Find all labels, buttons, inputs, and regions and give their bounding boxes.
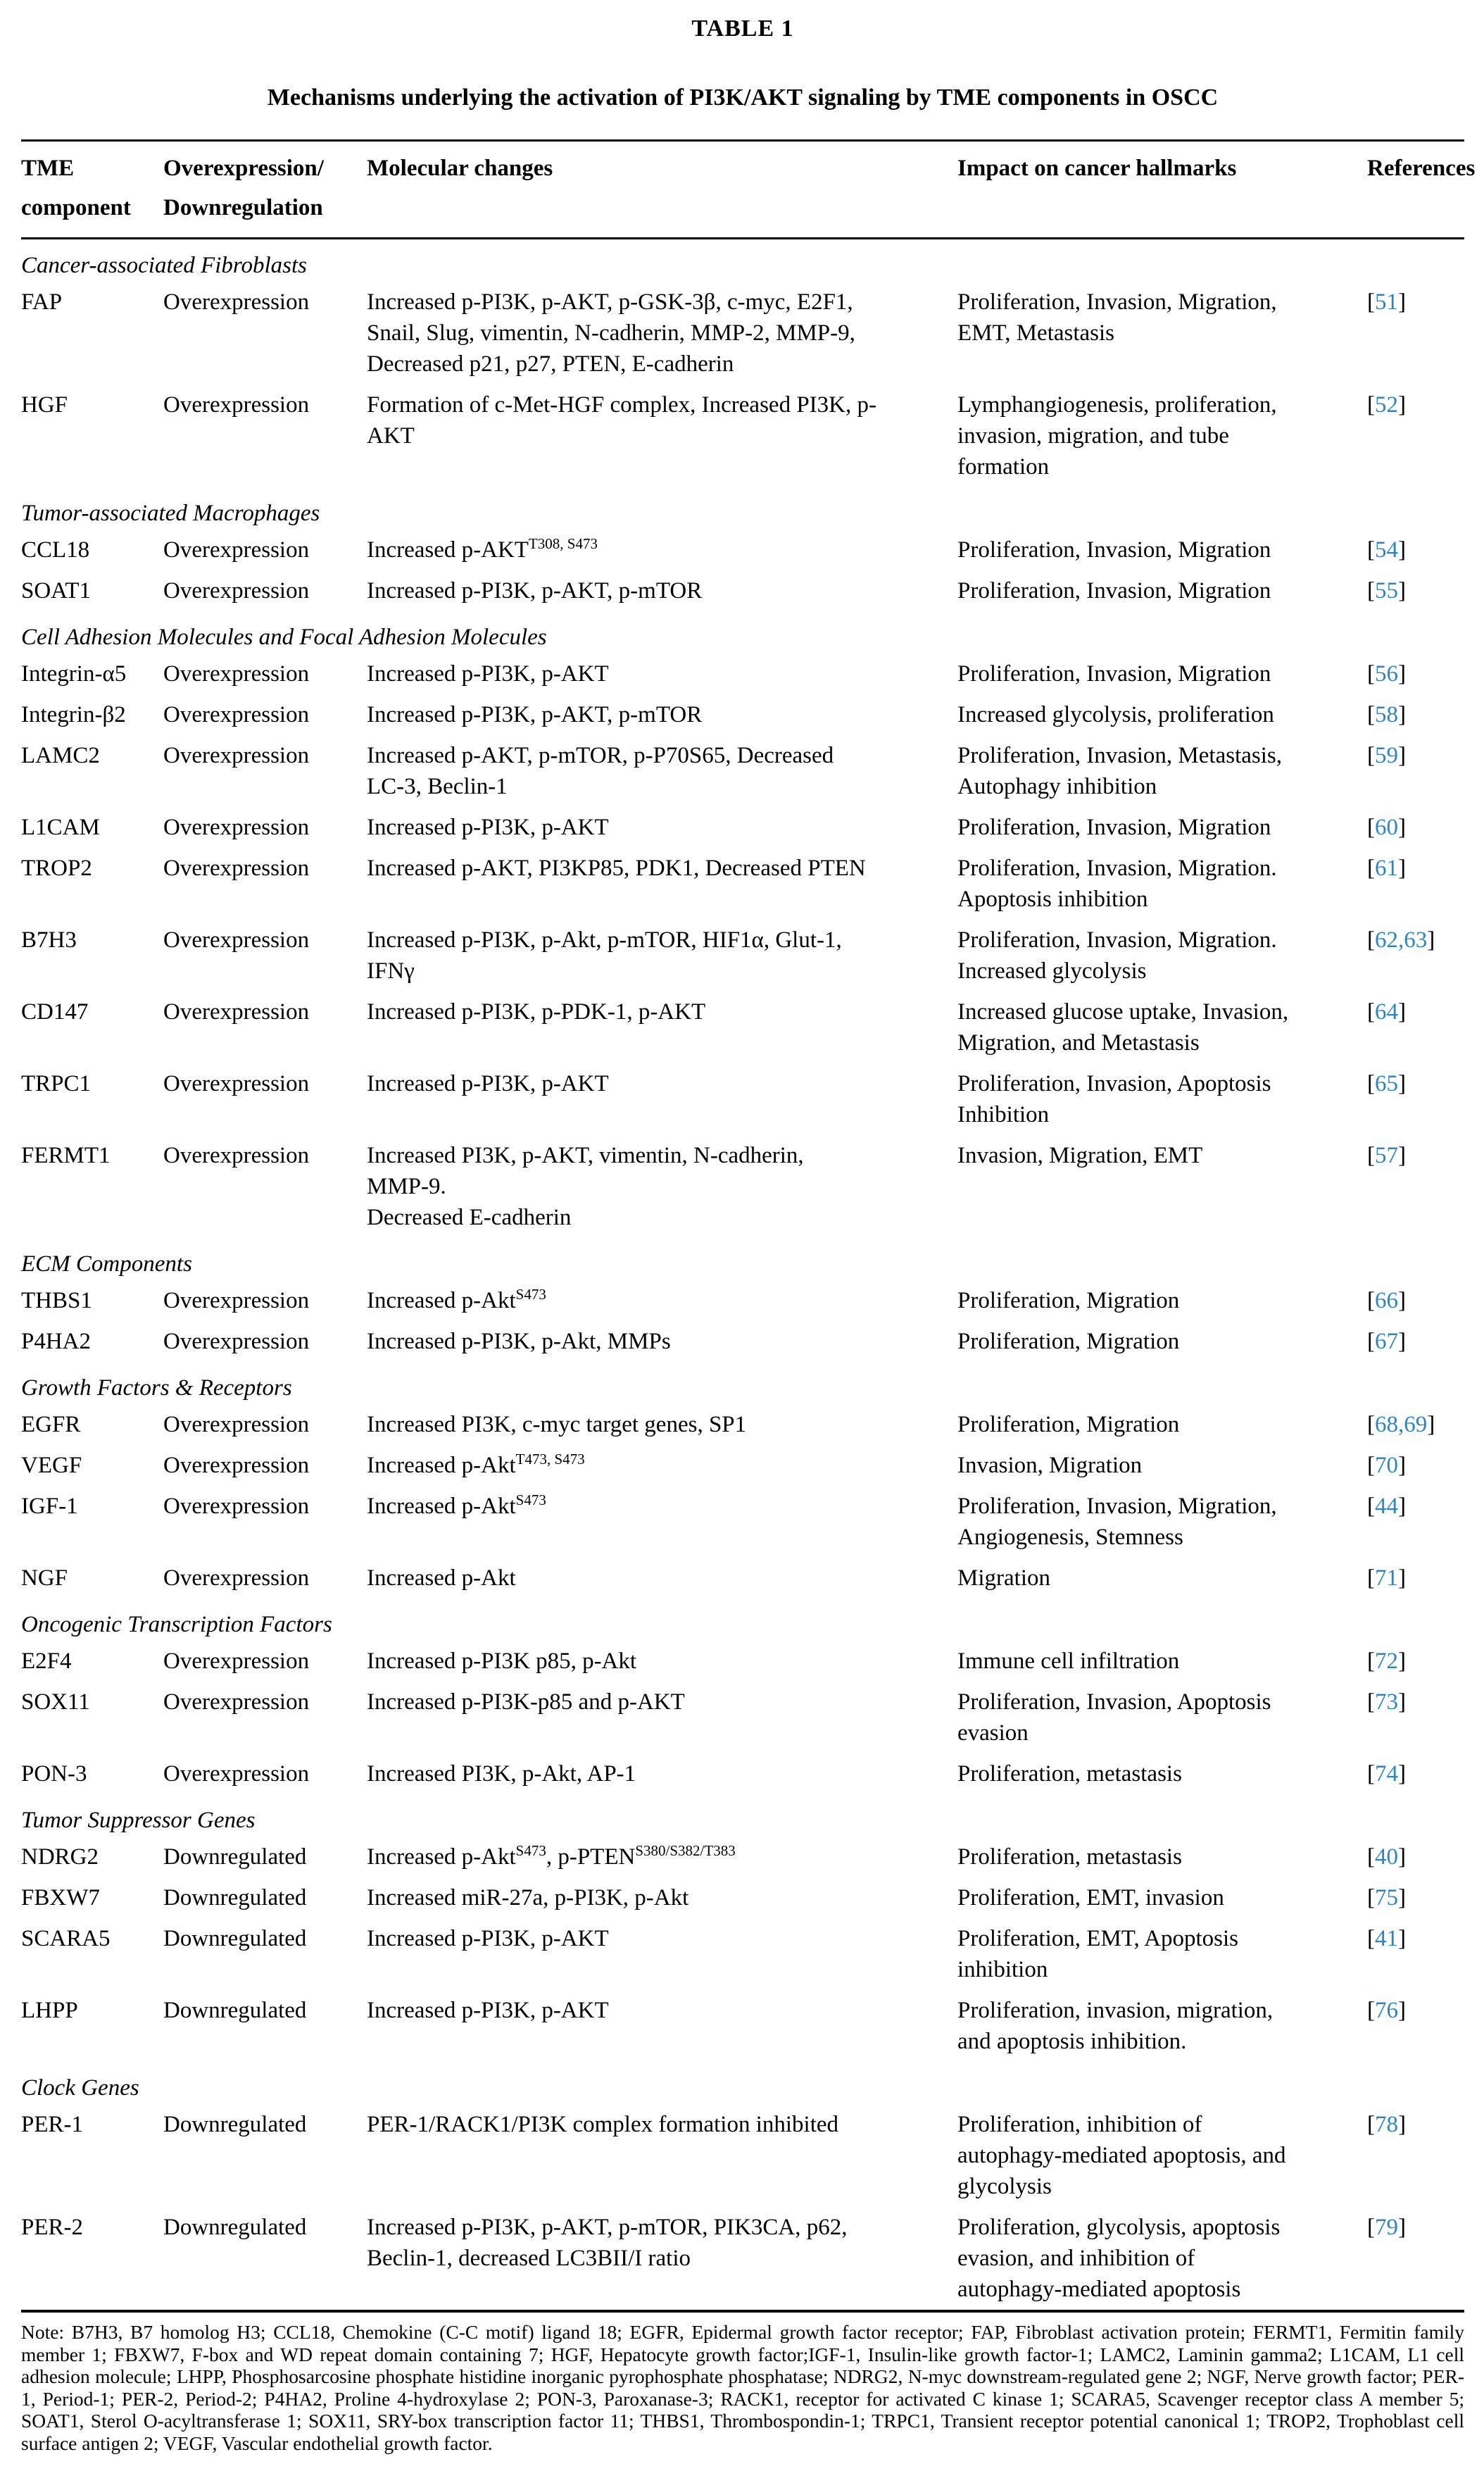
impact-cell: Proliferation, Invasion, Migration, EMT, Metastasis (957, 289, 1277, 346)
regulation-cell: Overexpression (163, 1288, 310, 1313)
citation-link[interactable]: [74] (1367, 1761, 1406, 1787)
references-cell (1367, 1135, 1464, 1238)
table-row (21, 653, 1464, 694)
molecular-changes-cell: PER-1/RACK1/PI3K complex formation inhibited (367, 2112, 839, 2137)
table-row (21, 282, 1464, 384)
references-cell (1367, 1918, 1464, 1990)
impact-cell: Invasion, Migration (957, 1453, 1143, 1478)
tme-component-cell: CD147 (21, 999, 89, 1025)
col-header-tme-component: TME component (21, 141, 163, 239)
molecular-changes-cell: Increased p-PI3K, p-AKT, p-GSK-3β, c-myc, E2F1, Snail, Slug, vimentin, N-cadherin, MMP-2, MMP-9, Decreased p21, p27, PTEN, E-cadherin (367, 289, 855, 377)
references-cell (1367, 1486, 1464, 1558)
molecular-changes-cell: Increased p-AKT, p-mTOR, p-P70S65, Decreased LC-3, Beclin-1 (367, 743, 834, 799)
tme-component-cell: SOX11 (21, 1689, 90, 1715)
regulation-cell: Overexpression (163, 1453, 310, 1478)
references-cell (1367, 1404, 1464, 1445)
molecular-changes-cell: Formation of c-Met-HGF complex, Increased PI3K, p- AKT (367, 392, 876, 449)
col-header-molecular-changes: Molecular changes (367, 141, 957, 239)
molecular-changes-cell: Increased p-PI3K, p-Akt, p-mTOR, HIF1α, Glut-1, IFNγ (367, 927, 842, 984)
table-row (21, 384, 1464, 487)
citation-number[interactable]: 78 (1375, 2112, 1398, 2137)
table-row (21, 1321, 1464, 1362)
citation-link[interactable]: [56] (1367, 661, 1406, 687)
citation-link[interactable]: [79] (1367, 2215, 1406, 2240)
regulation-cell: Overexpression (163, 1689, 310, 1715)
regulation-cell: Overexpression (163, 743, 310, 768)
table-header (21, 141, 1476, 239)
citation-number[interactable]: 76 (1375, 1998, 1398, 2023)
tme-component-cell: LHPP (21, 1998, 78, 2023)
citation-link[interactable]: [64] (1367, 999, 1406, 1025)
table-row (21, 1877, 1464, 1918)
impact-cell: Proliferation, Invasion, Migration. Increased glycolysis (957, 927, 1277, 984)
molecular-changes-cell: Increased PI3K, p-Akt, AP-1 (367, 1761, 636, 1787)
citation-number[interactable]: 79 (1375, 2215, 1398, 2240)
references-cell (1367, 653, 1464, 694)
tme-component-cell: THBS1 (21, 1288, 92, 1313)
regulation-cell: Overexpression (163, 927, 310, 953)
tme-component-cell: FAP (21, 289, 63, 315)
table-row (21, 1641, 1464, 1682)
references-cell (1367, 384, 1464, 487)
table-row (21, 1558, 1464, 1599)
references-cell (1367, 735, 1464, 807)
molecular-changes-cell: Increased p-AKT, PI3KP85, PDK1, Decreased PTEN (367, 856, 866, 881)
impact-cell: Proliferation, EMT, invasion (957, 1885, 1224, 1910)
impact-cell: Proliferation, EMT, Apoptosis inhibition (957, 1926, 1239, 1982)
section-header: Cell Adhesion Molecules and Focal Adhesion Molecules (21, 625, 547, 650)
citation-link[interactable]: [40] (1367, 1844, 1406, 1870)
citation-link[interactable]: [58] (1367, 702, 1406, 727)
impact-cell: Proliferation, Invasion, Migration. Apoptosis inhibition (957, 856, 1277, 912)
references-cell (1367, 1837, 1464, 1877)
phospho-site-superscript: S473 (515, 1286, 546, 1303)
regulation-cell: Overexpression (163, 661, 310, 687)
references-cell (1367, 2104, 1464, 2207)
table-number-heading: TABLE 1 (691, 15, 794, 42)
section-header: Tumor Suppressor Genes (21, 1808, 256, 1833)
molecular-changes-cell: Increased p-PI3K, p-AKT (367, 1926, 609, 1951)
table-row (21, 2104, 1464, 2207)
impact-cell: Proliferation, Invasion, Metastasis, Autophagy inhibition (957, 743, 1283, 799)
table-row (21, 1135, 1464, 1238)
regulation-cell: Downregulated (163, 1998, 307, 2023)
tme-component-cell: CCL18 (21, 537, 90, 563)
table-row (21, 807, 1464, 848)
impact-cell: Proliferation, inhibition of autophagy-mediated apoptosis, and glycolysis (957, 2112, 1286, 2199)
molecular-changes-cell: Increased p-PI3K, p-AKT, p-mTOR (367, 578, 703, 603)
molecular-changes-cell: Increased p-Akt$^{S473}$ (367, 1491, 546, 1519)
citation-link[interactable]: [59] (1367, 743, 1406, 768)
citation-number[interactable]: 52 (1375, 392, 1398, 418)
impact-cell: Proliferation, metastasis (957, 1761, 1182, 1787)
table-row (21, 1486, 1464, 1558)
tme-component-cell: NDRG2 (21, 1844, 99, 1870)
table-row (21, 1837, 1464, 1877)
citation-link[interactable]: [70] (1367, 1453, 1406, 1478)
impact-cell: Proliferation, Invasion, Migration (957, 815, 1271, 840)
table-body (21, 239, 1464, 2312)
regulation-cell: Downregulated (163, 1885, 307, 1910)
citation-number[interactable]: 75 (1375, 1885, 1398, 1910)
molecular-changes-cell: Increased p-PI3K-p85 and p-AKT (367, 1689, 685, 1715)
impact-cell: Proliferation, glycolysis, apoptosis evasion, and inhibition of autophagy-mediated apoptosis (957, 2215, 1281, 2302)
tme-component-cell: SOAT1 (21, 578, 92, 603)
table-row (21, 735, 1464, 807)
citation-link[interactable]: [75] (1367, 1885, 1406, 1910)
table-caption: Mechanisms underlying the activation of PI3K/AKT signaling by TME components in OSCC (267, 85, 1219, 111)
citation-number[interactable]: 59 (1375, 743, 1398, 768)
impact-cell: Proliferation, metastasis (957, 1844, 1182, 1870)
header-row (21, 141, 1464, 239)
molecular-changes-cell: Increased p-PI3K, p-AKT, p-mTOR (367, 702, 703, 727)
section-row (21, 1362, 1464, 1404)
regulation-cell: Overexpression (163, 856, 310, 881)
molecular-changes-cell: Increased p-PI3K, p-AKT (367, 661, 609, 687)
section-row (21, 1238, 1464, 1280)
references-cell (1367, 991, 1464, 1063)
citation-link[interactable]: [72] (1367, 1649, 1406, 1674)
table-row (21, 848, 1464, 920)
section-row (21, 1794, 1464, 1837)
regulation-cell: Overexpression (163, 1329, 310, 1354)
regulation-cell: Overexpression (163, 702, 310, 727)
regulation-cell: Overexpression (163, 1071, 310, 1096)
citation-number[interactable]: 58 (1375, 702, 1398, 727)
citation-number[interactable]: 44 (1375, 1494, 1398, 1519)
molecular-changes-cell: Increased $p-AKT^{T308, S473}$ (367, 535, 598, 563)
regulation-cell: Downregulated (163, 1844, 307, 1870)
citation-link[interactable]: [67] (1367, 1329, 1406, 1354)
tme-component-cell: VEGF (21, 1453, 82, 1478)
phospho-site-superscript: T473, S473 (515, 1451, 585, 1468)
citation-number[interactable]: 72 (1375, 1649, 1398, 1674)
regulation-cell: Overexpression (163, 1143, 310, 1168)
citation-link[interactable]: [71] (1367, 1565, 1406, 1591)
citation-link[interactable]: [76] (1367, 1998, 1406, 2023)
citation-number[interactable]: 57 (1375, 1143, 1398, 1168)
references-cell (1367, 1321, 1464, 1362)
tme-component-cell: TRPC1 (21, 1071, 92, 1096)
section-header: Clock Genes (21, 2075, 139, 2101)
references-cell (1367, 1558, 1464, 1599)
tme-component-cell: L1CAM (21, 815, 100, 840)
tme-component-cell: PER-1 (21, 2112, 84, 2137)
regulation-cell: Overexpression (163, 289, 310, 315)
molecular-changes-cell: Increased p-PI3K, p-AKT (367, 815, 609, 840)
table-row (21, 1280, 1464, 1321)
regulation-cell: Overexpression (163, 537, 310, 563)
molecular-changes-cell: Increased p-PI3K, p-AKT, p-mTOR, PIK3CA, p62, Beclin-1, decreased LC3BII/I ratio (367, 2215, 848, 2271)
mechanisms-table (21, 139, 1476, 2313)
regulation-cell: Downregulated (163, 2215, 307, 2240)
table-row (21, 1404, 1464, 1445)
citation-number[interactable]: 65 (1375, 1071, 1398, 1096)
molecular-changes-cell: Increased p-Akt (367, 1565, 516, 1591)
phospho-site-superscript: T308, S473 (528, 535, 598, 552)
citation-number[interactable]: 51 (1375, 289, 1398, 315)
tme-component-cell: B7H3 (21, 927, 77, 953)
citation-number[interactable]: 64 (1375, 999, 1398, 1025)
citation-number[interactable]: 70 (1375, 1453, 1398, 1478)
tme-component-cell: FERMT1 (21, 1143, 111, 1168)
citation-number[interactable]: 68,69 (1375, 1412, 1428, 1437)
citation-link[interactable]: [41] (1367, 1926, 1406, 1951)
citation-link[interactable]: [66] (1367, 1288, 1406, 1313)
phospho-site-superscript: S473 (515, 1491, 546, 1508)
regulation-cell: Downregulated (163, 1926, 307, 1951)
col-header-references: References (1367, 141, 1464, 239)
citation-number[interactable]: 56 (1375, 661, 1398, 687)
table-row (21, 1918, 1464, 1990)
section-header: Oncogenic Transcription Factors (21, 1612, 332, 1637)
table-row (21, 530, 1464, 570)
citation-number[interactable]: 55 (1375, 578, 1398, 603)
references-cell (1367, 1753, 1464, 1794)
regulation-cell: Overexpression (163, 1649, 310, 1674)
regulation-cell: Overexpression (163, 578, 310, 603)
citation-number[interactable]: 41 (1375, 1926, 1398, 1951)
citation-number[interactable]: 66 (1375, 1288, 1398, 1313)
molecular-changes-cell: Increased p-PI3K, p-PDK-1, p-AKT (367, 999, 706, 1025)
citation-link[interactable]: [78] (1367, 2112, 1406, 2137)
tme-component-cell: Integrin-β2 (21, 702, 126, 727)
tme-component-cell: NGF (21, 1565, 68, 1591)
citation-link[interactable]: [51] (1367, 289, 1406, 315)
regulation-cell: Overexpression (163, 999, 310, 1025)
citation-link[interactable]: [44] (1367, 1494, 1406, 1519)
molecular-changes-cell: Increased p-PI3K, p-Akt, MMPs (367, 1329, 671, 1354)
tme-component-cell: EGFR (21, 1412, 81, 1437)
impact-cell: Invasion, Migration, EMT (957, 1143, 1203, 1168)
table-row (21, 694, 1464, 735)
impact-cell: Proliferation, Migration (957, 1288, 1180, 1313)
citation-number[interactable]: 54 (1375, 537, 1398, 563)
references-cell (1367, 1445, 1464, 1486)
section-header: Growth Factors & Receptors (21, 1375, 292, 1401)
citation-link[interactable]: [65] (1367, 1071, 1406, 1096)
regulation-cell: Overexpression (163, 1565, 310, 1591)
section-row (21, 487, 1464, 530)
tme-component-cell: E2F4 (21, 1649, 72, 1674)
references-cell (1367, 1063, 1464, 1135)
molecular-changes-cell: Increased miR-27a, p-PI3K, p-Akt (367, 1885, 689, 1910)
citation-link[interactable]: [62,63] (1367, 927, 1435, 953)
impact-cell: Proliferation, Migration (957, 1329, 1180, 1354)
col-header-regulation: Overexpression/ Downregulation (163, 141, 367, 239)
table-row (21, 1445, 1464, 1486)
phospho-site-superscript: S380/S382/T383 (635, 1842, 736, 1859)
section-row (21, 239, 1464, 282)
impact-cell: Proliferation, Invasion, Apoptosis Inhibition (957, 1071, 1271, 1127)
citation-link[interactable]: [68,69] (1367, 1412, 1435, 1437)
regulation-cell: Overexpression (163, 815, 310, 840)
phospho-site-superscript: S473 (515, 1842, 546, 1859)
citation-link[interactable]: [52] (1367, 392, 1406, 418)
section-row (21, 2062, 1464, 2104)
tme-component-cell: IGF-1 (21, 1494, 78, 1519)
citation-number[interactable]: 62,63 (1375, 927, 1428, 953)
molecular-changes-cell: Increased p-PI3K, p-AKT (367, 1071, 609, 1096)
citation-number[interactable]: 67 (1375, 1329, 1398, 1354)
regulation-cell: Overexpression (163, 1761, 310, 1787)
references-cell (1367, 1990, 1464, 2062)
tme-component-cell: HGF (21, 392, 68, 418)
table-row (21, 570, 1464, 611)
citation-number[interactable]: 40 (1375, 1844, 1398, 1870)
molecular-changes-cell: Increased p-Akt$^{S473}$ (367, 1286, 546, 1313)
molecular-changes-cell: Increased PI3K, p-AKT, vimentin, N-cadherin, MMP-9. Decreased E-cadherin (367, 1143, 804, 1230)
section-header: Cancer-associated Fibroblasts (21, 253, 308, 278)
references-cell (1367, 1682, 1464, 1753)
regulation-cell: Overexpression (163, 1412, 310, 1437)
impact-cell: Migration (957, 1565, 1050, 1591)
references-cell (1367, 282, 1464, 384)
section-row (21, 611, 1464, 653)
impact-cell: Proliferation, Invasion, Apoptosis evasion (957, 1689, 1271, 1746)
citation-link[interactable]: [73] (1367, 1689, 1406, 1715)
references-cell (1367, 530, 1464, 570)
references-cell (1367, 1280, 1464, 1321)
citation-number[interactable]: 61 (1375, 856, 1398, 881)
section-row (21, 1599, 1464, 1641)
table-row (21, 1682, 1464, 1753)
molecular-changes-cell: Increased PI3K, c-myc target genes, SP1 (367, 1412, 747, 1437)
section-header: Tumor-associated Macrophages (21, 501, 320, 526)
citation-number[interactable]: 60 (1375, 815, 1398, 840)
tme-component-cell: P4HA2 (21, 1329, 92, 1354)
tme-component-cell: PON-3 (21, 1761, 87, 1787)
references-cell (1367, 920, 1464, 991)
table-footnote: Note: B7H3, B7 homolog H3; CCL18, Chemokine (C-C motif) ligand 18; EGFR, Epidermal growth factor receptor; FAP, Fibroblast activation protein; FERMT1, Fermitin family member 1; FBXW7, F-box and WD repeat domain containing 7; HGF, Hepatocyte growth factor;IGF-1, Insulin-like growth factor-1; LAMC2, Laminin gamma2; L1CAM, L1 cell adhesion molecule; LHPP, Phosphosarcosine phosphate histidine inorganic pyrophosphate phosphatase; NDRG2, N-myc downstream-regulated gene 2; NGF, Nerve growth factor; PER-1, Period-1; PER-2, Period-2; P4HA2, Proline 4-hydroxylase 2; PON-3, Paroxanase-3; RACK1, receptor for activated C kinase 1; SCARA5, Scavenger receptor class A member 5; SOAT1, Sterol O-acyltransferase 1; SOX11, SRY-box transcription factor 11; THBS1, Thrombospondin-1; TRPC1, Transient receptor potential canonical 1; TROP2, Trophoblast cell surface antigen 2; VEGF, Vascular endothelial growth factor. (21, 2321, 1464, 2454)
citation-number[interactable]: 71 (1375, 1565, 1398, 1591)
citation-link[interactable]: [60] (1367, 815, 1406, 840)
impact-cell: Proliferation, Invasion, Migration, Angiogenesis, Stemness (957, 1494, 1277, 1550)
citation-link[interactable]: [55] (1367, 578, 1406, 603)
molecular-changes-cell: Increased p-Akt$^{T473, S473}$ (367, 1451, 585, 1478)
impact-cell: Proliferation, Invasion, Migration (957, 537, 1271, 563)
tme-component-cell: SCARA5 (21, 1926, 111, 1951)
references-cell (1367, 694, 1464, 735)
references-cell (1367, 848, 1464, 920)
regulation-cell: Overexpression (163, 1494, 310, 1519)
table-row (21, 1990, 1464, 2062)
impact-cell: Increased glycolysis, proliferation (957, 702, 1274, 727)
tme-component-cell: PER-2 (21, 2215, 84, 2240)
molecular-changes-cell: Increased p-PI3K, p-AKT (367, 1998, 609, 2023)
impact-cell: Immune cell infiltration (957, 1649, 1180, 1674)
citation-link[interactable]: [54] (1367, 537, 1406, 563)
table-row (21, 1753, 1464, 1794)
citation-number[interactable]: 73 (1375, 1689, 1398, 1715)
table-row (21, 920, 1464, 991)
regulation-cell: Overexpression (163, 392, 310, 418)
col-header-impact: Impact on cancer hallmarks (957, 141, 1367, 239)
table-row (21, 991, 1464, 1063)
tme-component-cell: Integrin-α5 (21, 661, 127, 687)
citation-link[interactable]: [61] (1367, 856, 1406, 881)
impact-cell: Proliferation, Migration (957, 1412, 1180, 1437)
impact-cell: Proliferation, invasion, migration, and apoptosis inhibition. (957, 1998, 1274, 2054)
impact-cell: Lymphangiogenesis, proliferation, invasion, migration, and tube formation (957, 392, 1277, 480)
references-cell (1367, 807, 1464, 848)
citation-link[interactable]: [57] (1367, 1143, 1406, 1168)
references-cell (1367, 1641, 1464, 1682)
regulation-cell: Downregulated (163, 2112, 307, 2137)
references-cell (1367, 1877, 1464, 1918)
tme-component-cell: FBXW7 (21, 1885, 100, 1910)
impact-cell: Increased glucose uptake, Invasion, Migration, and Metastasis (957, 999, 1289, 1056)
table-row (21, 2207, 1464, 2311)
references-cell (1367, 570, 1464, 611)
table-row (21, 1063, 1464, 1135)
references-cell (1367, 2207, 1464, 2311)
molecular-changes-cell: Increased p-Akt$^{S473}$, $p-PTEN^{S380/S382/T383}$ (367, 1842, 736, 1870)
impact-cell: Proliferation, Invasion, Migration (957, 661, 1271, 687)
tme-component-cell: TROP2 (21, 856, 92, 881)
molecular-changes-cell: Increased p-PI3K p85, p-Akt (367, 1649, 637, 1674)
impact-cell: Proliferation, Invasion, Migration (957, 578, 1271, 603)
citation-number[interactable]: 74 (1375, 1761, 1398, 1787)
tme-component-cell: LAMC2 (21, 743, 100, 768)
section-header: ECM Components (21, 1251, 192, 1277)
